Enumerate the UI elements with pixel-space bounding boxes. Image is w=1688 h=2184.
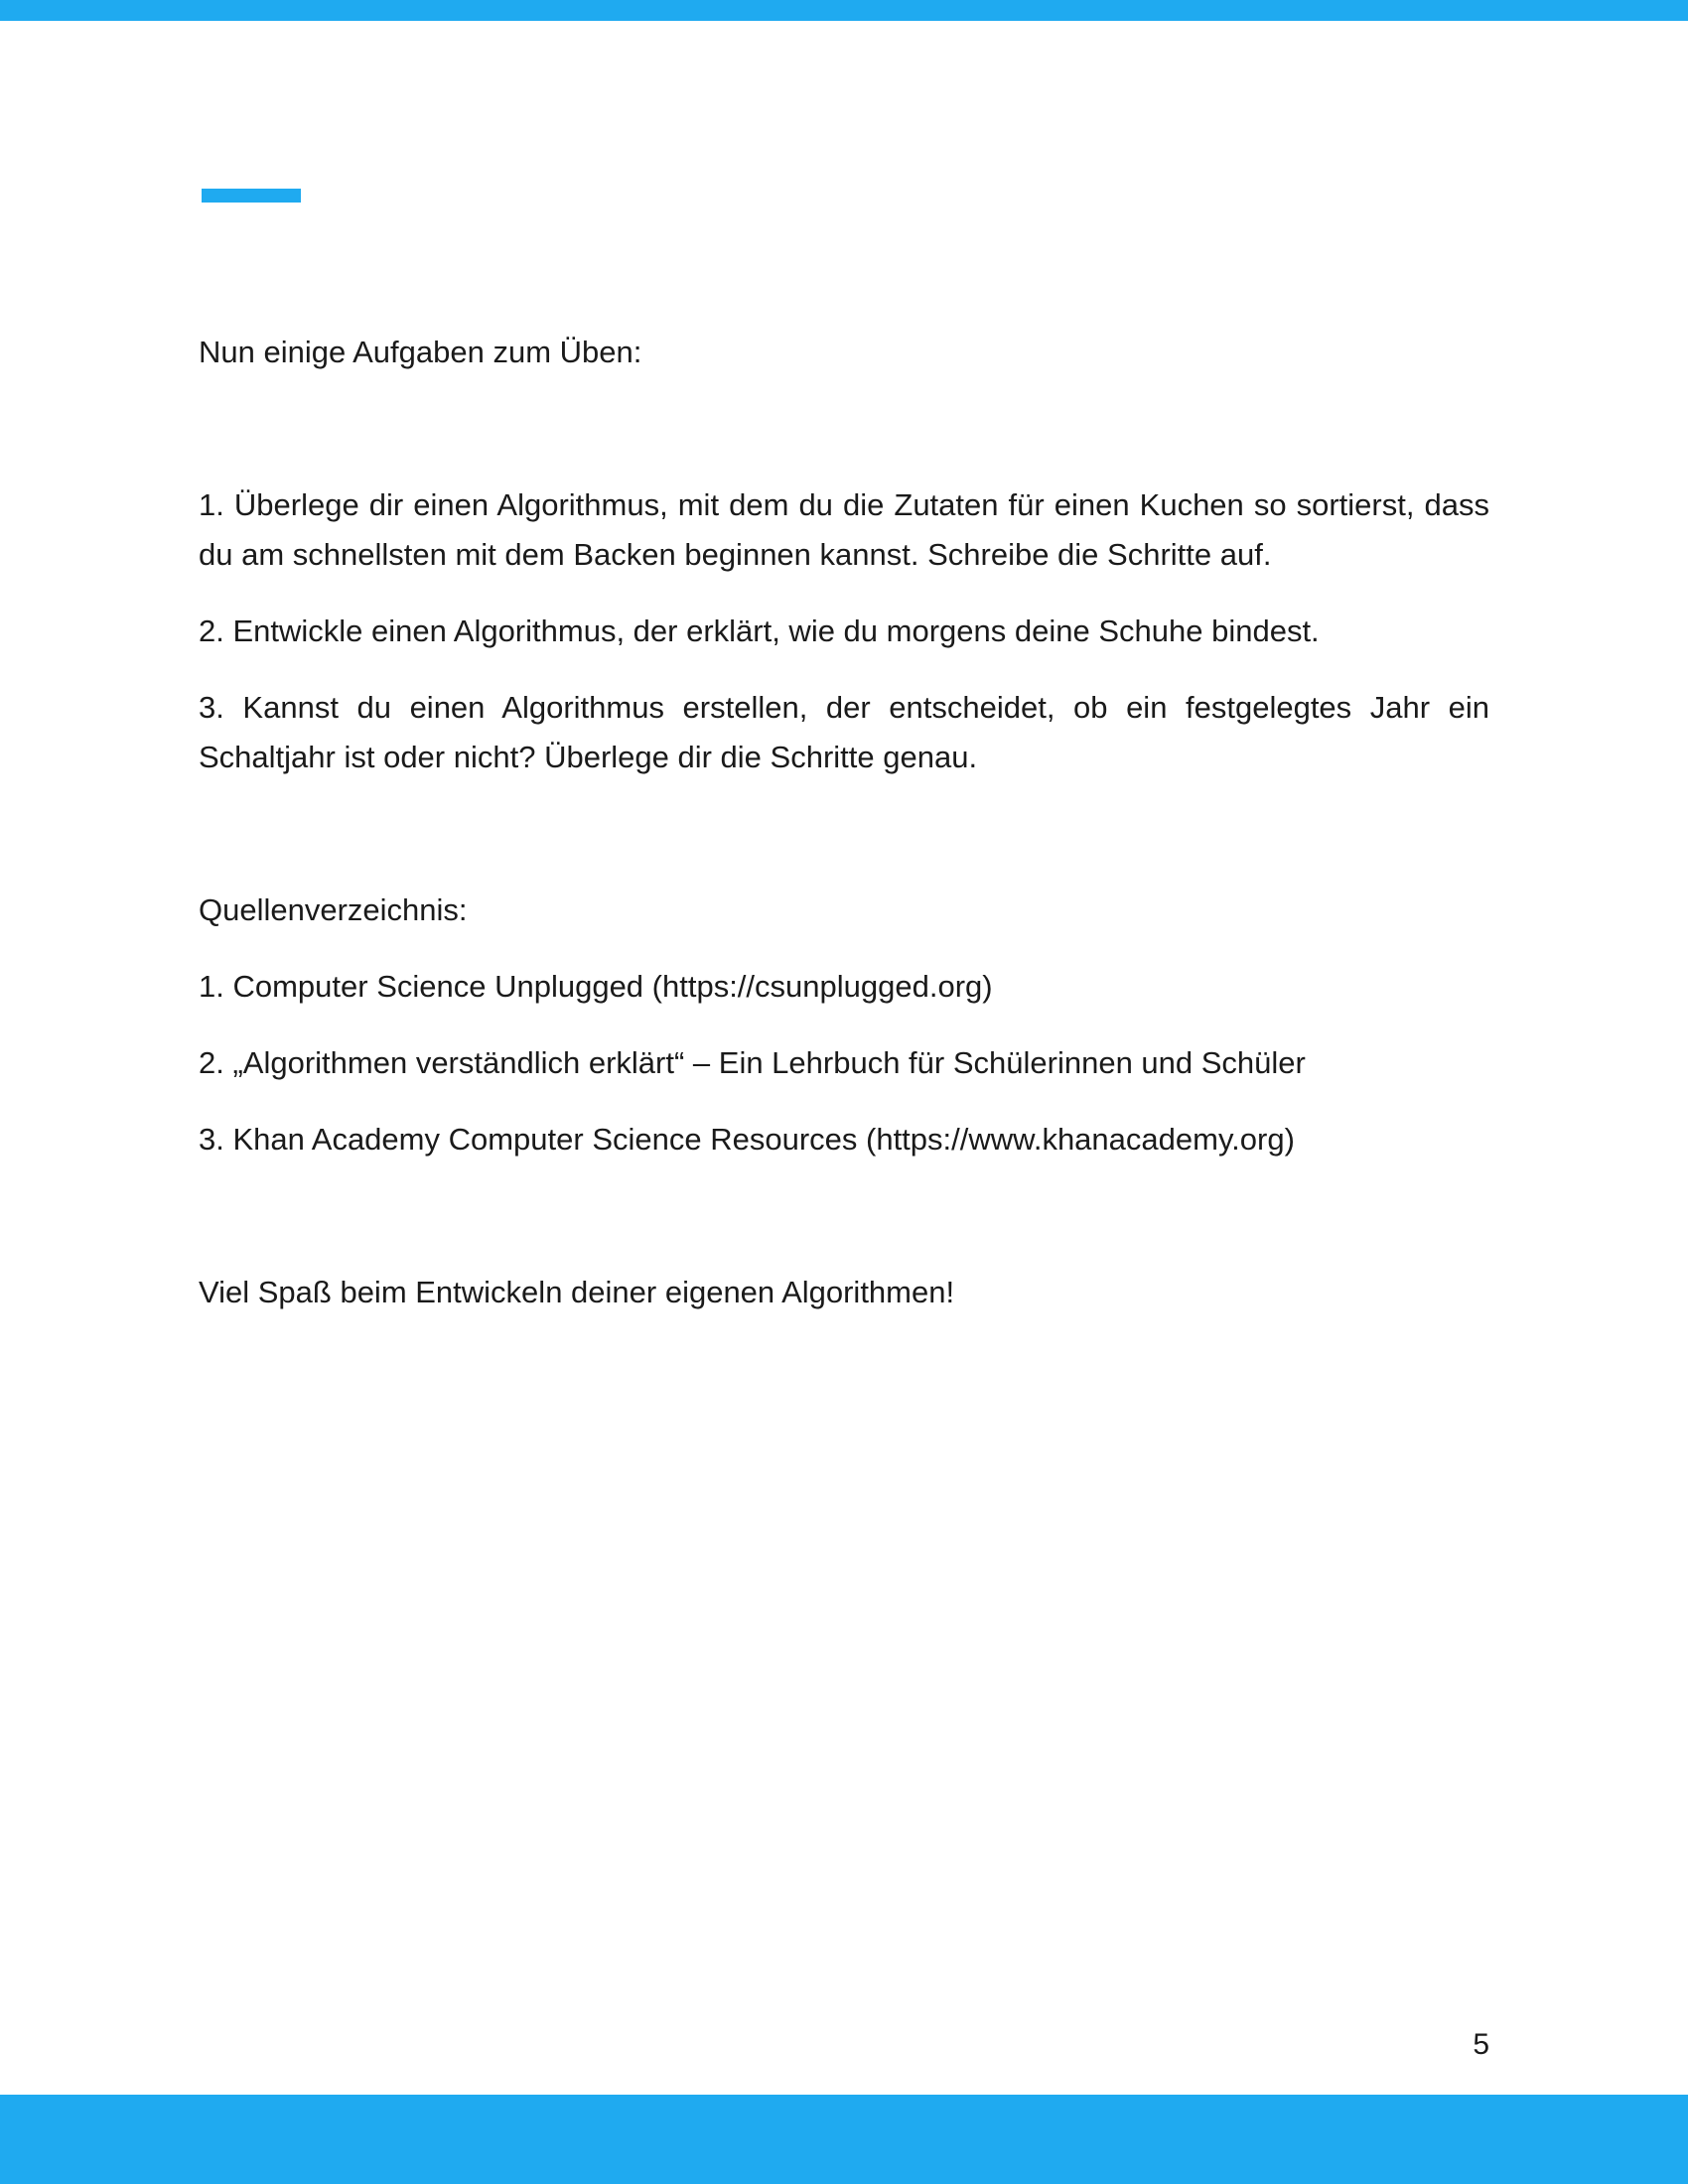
task-list (199, 480, 1489, 782)
top-accent-bar (0, 0, 1688, 21)
sources-section (199, 886, 1489, 1164)
source-item: 1. Computer Science Unplugged (https://csunplugged.org) (199, 969, 993, 1004)
accent-dash (202, 189, 301, 203)
task-item: 3. Kannst du einen Algorithmus erstellen, der entscheidet, ob ein festgelegtes Jahr ein Schaltjahr ist oder nicht? Überlege dir die Schritte genau. (199, 690, 1489, 774)
source-item: 3. Khan Academy Computer Science Resources (https://www.khanacademy.org) (199, 1122, 1295, 1157)
intro-text: Nun einige Aufgaben zum Üben: (199, 335, 642, 369)
sources-heading: Quellenverzeichnis: (199, 892, 468, 927)
closing-text: Viel Spaß beim Entwickeln deiner eigenen Algorithmen! (199, 1275, 955, 1309)
page-number: 5 (1473, 2028, 1489, 2061)
page-content (199, 328, 1489, 1317)
task-item: 1. Überlege dir einen Algorithmus, mit dem du die Zutaten für einen Kuchen so sortierst, dass du am schnellsten mit dem Backen beginnen kannst. Schreibe die Schritte auf. (199, 487, 1489, 572)
source-item: 2. „Algorithmen verständlich erklärt“ – Ein Lehrbuch für Schülerinnen und Schüler (199, 1045, 1306, 1080)
task-item: 2. Entwickle einen Algorithmus, der erklärt, wie du morgens deine Schuhe bindest. (199, 614, 1320, 648)
bottom-accent-bar (0, 2095, 1688, 2184)
